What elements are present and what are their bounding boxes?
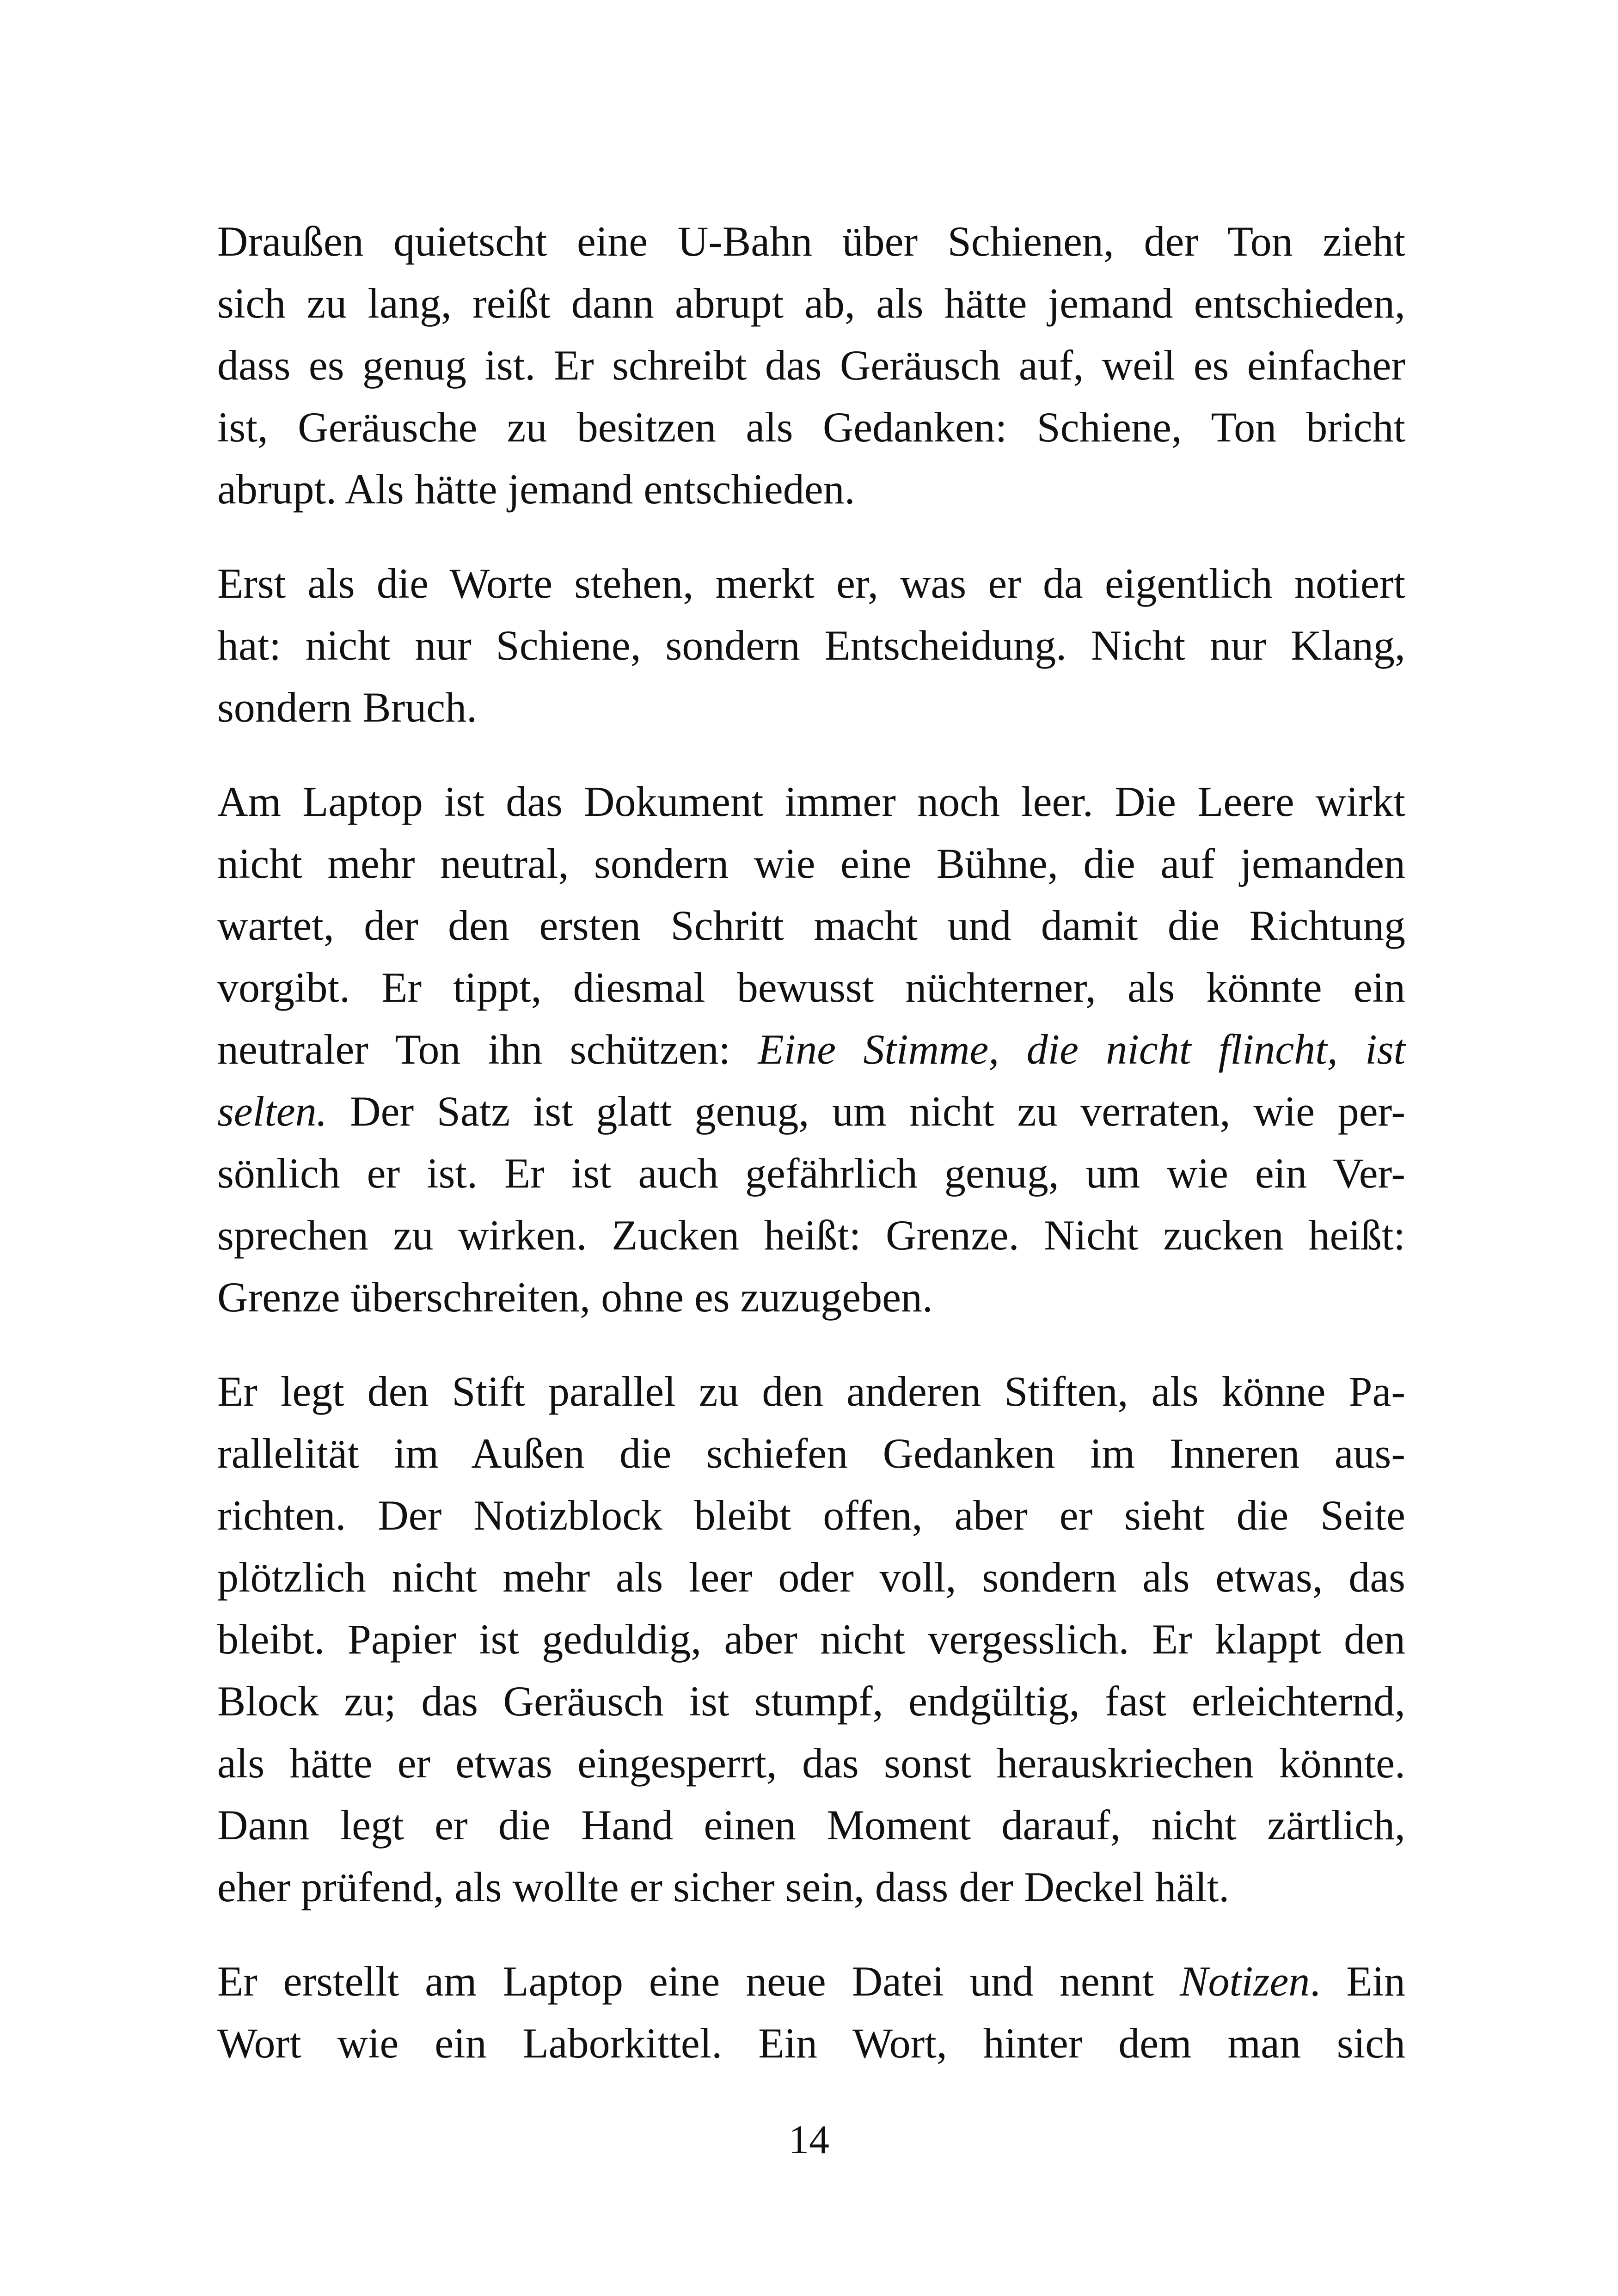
text-line: richten. Der Notizblock bleibt offen, aber er sieht die Seite	[217, 1492, 1405, 1539]
paragraph-2	[217, 552, 1405, 738]
paragraph-1	[217, 210, 1405, 520]
paragraph-4	[217, 1360, 1405, 1918]
text-line: nicht mehr neutral, sondern wie eine Bühne, die auf jemanden	[217, 840, 1405, 887]
text-line: Wort wie ein Laborkittel. Ein Wort, hinter dem man sich	[217, 2020, 1405, 2067]
text-line: dass es genug ist. Er schreibt das Geräusch auf, weil es einfacher	[217, 342, 1405, 389]
text-line: plötzlich nicht mehr als leer oder voll, sondern als etwas, das	[217, 1554, 1405, 1601]
text-line: ist, Geräusche zu besitzen als Gedanken: Schiene, Ton bricht	[217, 404, 1405, 451]
text-line: Draußen quietscht eine U-Bahn über Schienen, der Ton zieht	[217, 218, 1405, 265]
text-line: sich zu lang, reißt dann abrupt ab, als hätte jemand entschieden,	[217, 280, 1405, 327]
text-line	[217, 1080, 1405, 1142]
text-line: abrupt. Als hätte jemand entschieden.	[217, 465, 855, 513]
text-line: Dann legt er die Hand einen Moment darauf, nicht zärtlich,	[217, 1801, 1405, 1849]
text-line: Block zu; das Geräusch ist stumpf, endgültig, fast erleichternd,	[217, 1678, 1405, 1725]
paragraph-3	[217, 771, 1405, 1328]
page-number: 14	[789, 2118, 829, 2162]
text-line: Er legt den Stift parallel zu den anderen Stiften, als könne Pa-	[217, 1368, 1405, 1415]
body-text	[217, 210, 1405, 2106]
text-line	[217, 1950, 1405, 2012]
text-line: hat: nicht nur Schiene, sondern Entscheidung. Nicht nur Klang,	[217, 622, 1405, 669]
text-run: neutraler Ton ihn schützen:	[217, 1026, 758, 1073]
text-line: eher prüfend, als wollte er sicher sein, dass der Deckel hält.	[217, 1863, 1230, 1910]
text-line: Erst als die Worte stehen, merkt er, was er da eigentlich notiert	[217, 560, 1405, 607]
text-line: als hätte er etwas eingesperrt, das sonst herauskriechen könnte.	[217, 1739, 1405, 1787]
text-line: bleibt. Papier ist geduldig, aber nicht vergesslich. Er klappt den	[217, 1616, 1405, 1663]
text-line: vorgibt. Er tippt, diesmal bewusst nüchterner, als könnte ein	[217, 964, 1405, 1011]
text-line: Am Laptop ist das Dokument immer noch leer. Die Leere wirkt	[217, 778, 1405, 825]
paragraph-5	[217, 1950, 1405, 2074]
text-line: sondern Bruch.	[217, 684, 478, 731]
text-line: sönlich er ist. Er ist auch gefährlich genug, um wie ein Ver-	[217, 1150, 1405, 1197]
text-run: Er erstellt am Laptop eine neue Datei und nennt	[217, 1958, 1180, 2005]
italic-quote: selten.	[217, 1088, 327, 1135]
text-line: sprechen zu wirken. Zucken heißt: Grenze. Nicht zucken heißt:	[217, 1212, 1405, 1259]
text-run: . Ein	[1310, 1958, 1405, 2005]
text-line: wartet, der den ersten Schritt macht und damit die Richtung	[217, 902, 1405, 949]
italic-filename: Notizen	[1180, 1958, 1310, 2005]
text-line	[217, 1018, 1405, 1080]
text-line: rallelität im Außen die schiefen Gedanken im Inneren aus-	[217, 1430, 1405, 1477]
text-run: Der Satz ist glatt genug, um nicht zu verraten, wie per-	[327, 1088, 1405, 1135]
text-line: Grenze überschreiten, ohne es zuzugeben.	[217, 1274, 933, 1321]
italic-quote: Eine Stimme, die nicht flincht, ist	[758, 1026, 1406, 1073]
